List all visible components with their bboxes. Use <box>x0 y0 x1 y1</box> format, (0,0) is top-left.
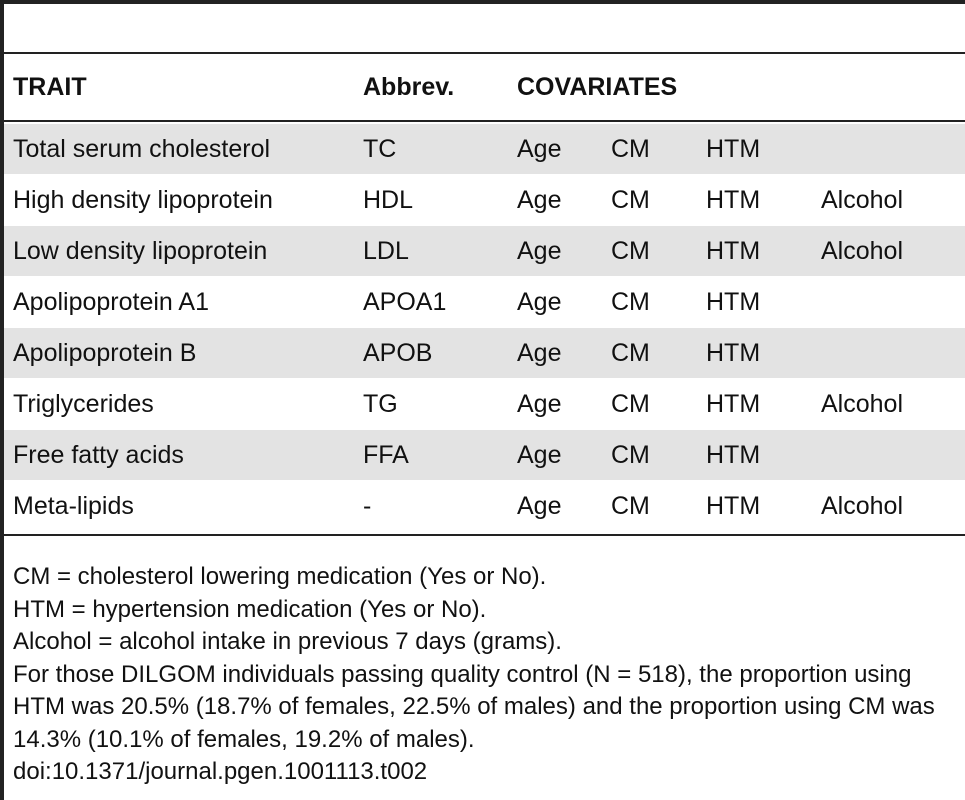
cell-trait: Meta-lipids <box>13 492 134 520</box>
cell-htm: HTM <box>706 441 761 469</box>
footnote-cm: CM = cholesterol lowering medication (Yes or No). <box>13 563 547 590</box>
header-trait: TRAIT <box>13 73 87 101</box>
cell-htm: HTM <box>706 492 761 520</box>
header-abbrev: Abbrev. <box>363 73 455 101</box>
cell-trait: Apolipoprotein A1 <box>13 288 209 316</box>
cell-htm: HTM <box>706 186 761 214</box>
header-covariates: COVARIATES <box>517 73 678 101</box>
cell-age: Age <box>517 186 562 214</box>
cell-cm: CM <box>611 390 650 418</box>
cell-cm: CM <box>611 135 650 163</box>
cell-cm: CM <box>611 441 650 469</box>
cell-trait: Apolipoprotein B <box>13 339 197 367</box>
cell-alcohol: Alcohol <box>821 390 903 418</box>
table-row <box>4 124 965 174</box>
cell-abbrev: APOA1 <box>363 288 447 316</box>
cell-age: Age <box>517 390 562 418</box>
footnote-proportion: For those DILGOM individuals passing quality control (N = 518), the proportion using HTM was 20.5% (18.7% of females, 22.5% of males) and the proportion using CM was 14.3% (10.1% of females, 19.2% of males). <box>13 660 935 753</box>
table-row <box>4 277 965 327</box>
cell-cm: CM <box>611 339 650 367</box>
cell-abbrev: - <box>363 492 372 520</box>
cell-htm: HTM <box>706 135 761 163</box>
cell-trait: High density lipoprotein <box>13 186 273 214</box>
cell-cm: CM <box>611 237 650 265</box>
table-header-row <box>4 62 965 112</box>
header-bottom-rule <box>4 120 965 122</box>
cell-cm: CM <box>611 492 650 520</box>
cell-age: Age <box>517 288 562 316</box>
cell-abbrev: TG <box>363 390 398 418</box>
table-row <box>4 481 965 531</box>
table-footnotes <box>13 561 961 789</box>
cell-trait: Triglycerides <box>13 390 154 418</box>
cell-trait: Low density lipoprotein <box>13 237 268 265</box>
cell-age: Age <box>517 492 562 520</box>
table-row <box>4 379 965 429</box>
table-row <box>4 328 965 378</box>
footnote-alcohol: Alcohol = alcohol intake in previous 7 days (grams). <box>13 628 562 655</box>
top-rule <box>4 0 965 4</box>
cell-cm: CM <box>611 288 650 316</box>
header-top-rule <box>4 52 965 54</box>
cell-abbrev: HDL <box>363 186 414 214</box>
cell-alcohol: Alcohol <box>821 492 903 520</box>
doi-link[interactable]: doi:10.1371/journal.pgen.1001113.t002 <box>13 758 428 785</box>
footnote-htm: HTM = hypertension medication (Yes or No). <box>13 595 487 623</box>
cell-abbrev: TC <box>363 135 397 163</box>
cell-age: Age <box>517 441 562 469</box>
cell-trait: Free fatty acids <box>13 441 184 469</box>
table-bottom-rule <box>4 534 965 536</box>
cell-age: Age <box>517 339 562 367</box>
cell-htm: HTM <box>706 237 761 265</box>
cell-age: Age <box>517 135 562 163</box>
cell-alcohol: Alcohol <box>821 186 903 214</box>
cell-trait: Total serum cholesterol <box>13 135 271 163</box>
cell-htm: HTM <box>706 390 761 418</box>
cell-age: Age <box>517 237 562 265</box>
table-row <box>4 175 965 225</box>
cell-htm: HTM <box>706 339 761 367</box>
cell-htm: HTM <box>706 288 761 316</box>
table-row <box>4 226 965 276</box>
cell-abbrev: FFA <box>363 441 409 469</box>
cell-abbrev: LDL <box>363 237 409 265</box>
cell-cm: CM <box>611 186 650 214</box>
cell-alcohol: Alcohol <box>821 237 903 265</box>
table-row <box>4 430 965 480</box>
cell-abbrev: APOB <box>363 339 433 367</box>
